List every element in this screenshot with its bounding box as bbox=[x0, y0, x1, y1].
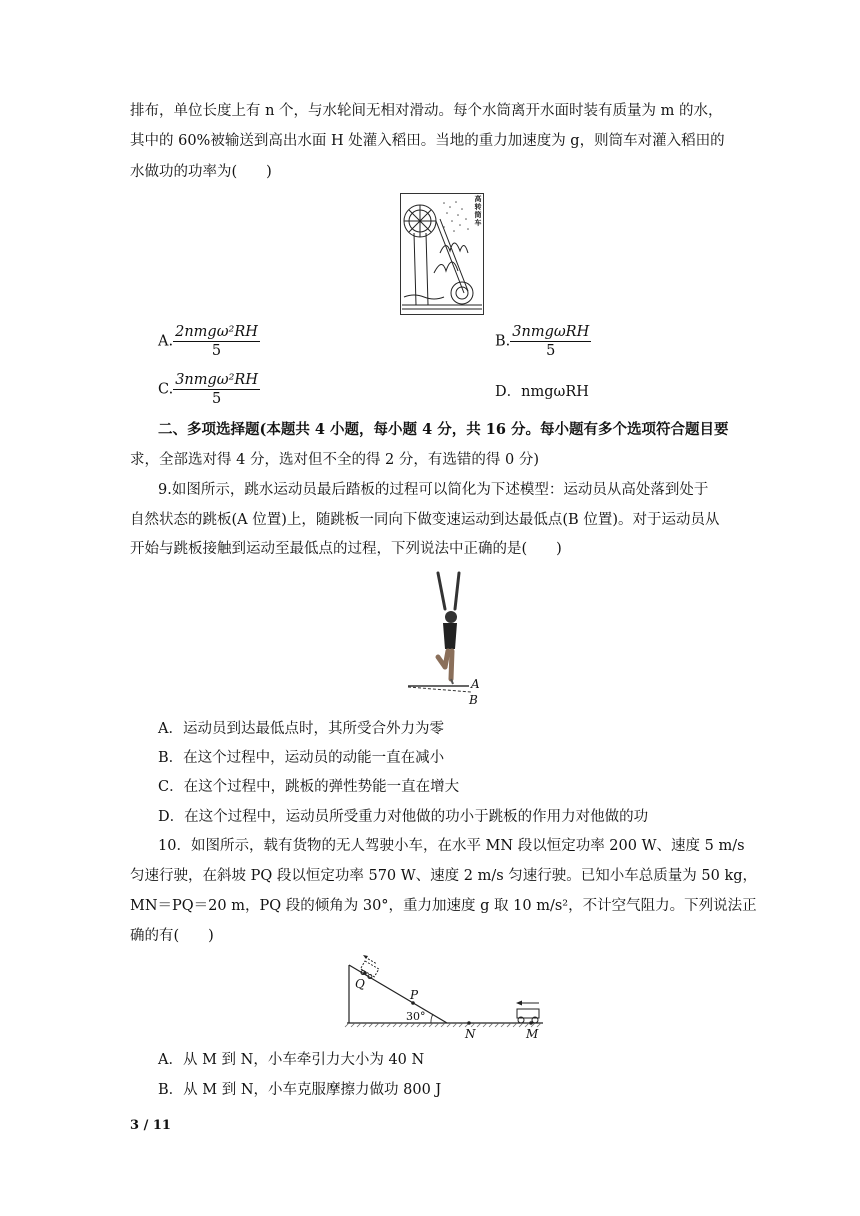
label-b: B bbox=[469, 693, 478, 707]
numerator: 3nmgω²RH bbox=[175, 372, 258, 388]
q9-option-a: A．运动员到达最低点时，其所受合外力为零 bbox=[158, 721, 444, 737]
q8-option-d: D．nmgωRH bbox=[495, 384, 589, 400]
denominator: 5 bbox=[211, 391, 222, 407]
q9-option-c: C．在这个过程中，跳板的弹性势能一直在增大 bbox=[158, 779, 460, 795]
q10-text-line-4: 确的有( ) bbox=[130, 928, 214, 944]
numerator: 3nmgωRH bbox=[512, 324, 590, 340]
q8-option-c bbox=[158, 371, 260, 408]
q9-text-line-2: 自然状态的跳板(A 位置)上，随跳板一同向下做变速运动到达最低点(B 位置)。对于运动员从 bbox=[130, 512, 720, 528]
fraction bbox=[173, 323, 260, 360]
q8-option-a bbox=[158, 323, 260, 360]
label-n: N bbox=[465, 1027, 476, 1041]
label-p: P bbox=[410, 988, 419, 1002]
diver-figure bbox=[405, 565, 495, 710]
option-label: C. bbox=[158, 381, 174, 398]
q10-text-line-1: 10．如图所示，载有货物的无人驾驶小车，在水平 MN 段以恒定功率 200 W、速度 5 m/s bbox=[158, 838, 745, 854]
q8-text-line-2: 其中的 60%被输送到高出水面 H 处灌入稻田。当地的重力加速度为 g，则筒车对灌入稻田的 bbox=[130, 133, 725, 149]
water-wheel-figure bbox=[400, 193, 484, 315]
fraction bbox=[510, 323, 591, 360]
q9-text-line-1: 9.如图所示，跳水运动员最后踏板的过程可以简化为下述模型：运动员从高处落到处于 bbox=[158, 482, 709, 498]
section-heading-line-1: 二、多项选择题(本题共 4 小题，每小题 4 分，共 16 分。每小题有多个选项符合题目要 bbox=[158, 421, 729, 438]
fraction bbox=[173, 371, 260, 408]
q8-option-b bbox=[495, 323, 591, 360]
q10-option-b: B．从 M 到 N，小车克服摩擦力做功 800 J bbox=[158, 1082, 442, 1098]
label-q: Q bbox=[355, 977, 365, 991]
q8-text-line-1: 排布，单位长度上有 n 个，与水轮间无相对滑动。每个水筒离开水面时装有质量为 m 的水， bbox=[130, 103, 723, 119]
denominator: 5 bbox=[546, 343, 556, 359]
q9-option-b: B．在这个过程中，运动员的动能一直在减小 bbox=[158, 750, 445, 766]
label-m: M bbox=[526, 1027, 539, 1041]
label-a: A bbox=[471, 677, 480, 691]
figure-caption: 高转筒车 bbox=[474, 194, 482, 227]
q10-text-line-2: 匀速行驶，在斜坡 PQ 段以恒定功率 570 W、速度 2 m/s 匀速行驶。已知小车总质量为 50 kg， bbox=[130, 868, 758, 884]
page-number: 3 / 11 bbox=[130, 1118, 171, 1133]
q10-text-line-3: MN＝PQ＝20 m，PQ 段的倾角为 30°，重力加速度 g 取 10 m/s²，不计空气阻力。下列说法正 bbox=[130, 898, 757, 914]
option-label: A. bbox=[158, 333, 174, 350]
option-label: B. bbox=[495, 333, 511, 350]
label-angle: 30° bbox=[406, 1010, 426, 1023]
q9-option-d: D．在这个过程中，运动员所受重力对他做的功小于跳板的作用力对他做的功 bbox=[158, 809, 649, 825]
numerator: 2nmgω²RH bbox=[175, 324, 258, 340]
q8-text-line-3: 水做功的功率为( ) bbox=[130, 164, 272, 180]
slope-figure bbox=[343, 951, 553, 1041]
section-heading-line-2: 求，全部选对得 4 分，选对但不全的得 2 分，有选错的得 0 分) bbox=[130, 452, 539, 468]
q9-text-line-3: 开始与跳板接触到运动至最低点的过程，下列说法中正确的是( ) bbox=[130, 541, 562, 557]
denominator: 5 bbox=[211, 343, 222, 359]
q10-option-a: A．从 M 到 N，小车牵引力大小为 40 N bbox=[158, 1052, 425, 1068]
